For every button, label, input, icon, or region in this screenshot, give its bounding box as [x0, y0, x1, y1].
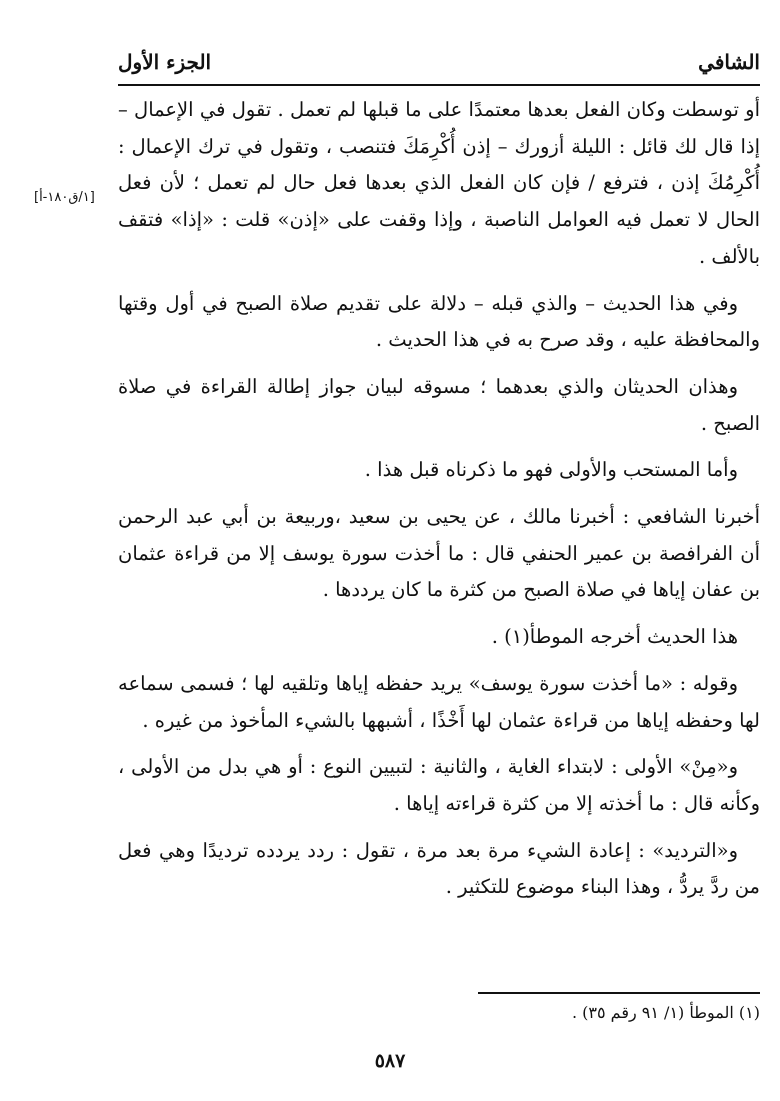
paragraph-6: هذا الحديث أخرجه الموطأ(١) .	[491, 625, 738, 649]
header-divider	[118, 84, 760, 86]
paragraph-1: أو توسطت وكان الفعل بعدها معتمدًا على ما قبلها لم تعمل . تقول في الإعمال – إذا قال لك قائل : الليلة أزورك – إذن أُكْرِمَكَ فتنصب ، وتقول في ترك الإعمال : أُكْرِمُكَ إذن ، فترفع / فإن كان الفعل الذي بعدها فعل حال لم تعمل ؛ لأن فعل الحال لا تعمل فيه العوامل الناصبة ، وإذا وقفت على «إذن» قلت : «إذا» فتقف بالألف .	[118, 98, 760, 268]
paragraph-3: وهذان الحديثان والذي بعدهما ؛ مسوقه لبيان جواز إطالة القراءة في صلاة الصبح .	[118, 374, 760, 435]
main-text	[118, 92, 760, 906]
page-number: ٥٨٧	[374, 1050, 406, 1072]
header-book-title: الشافي	[698, 50, 760, 74]
paragraph-4: وأما المستحب والأولى فهو ما ذكرناه قبل هذا .	[364, 458, 738, 482]
manuscript-folio-note: [١/ق١٨٠-أ]	[34, 190, 95, 205]
running-header	[118, 42, 760, 82]
header-volume-title: الجزء الأول	[118, 50, 212, 74]
paragraph-7: وقوله : «ما أخذت سورة يوسف» يريد حفظه إياها وتلقيه لها ؛ فسمى سماعه لها وحفظه إياها من قراءة عثمان لها أَخْذًا ، أشبهها بالشيء المأخوذ من غيره .	[118, 671, 760, 732]
paragraph-2: وفي هذا الحديث – والذي قبله – دلالة على تقديم صلاة الصبح في أول وقتها والمحافظة عليه ، وقد صرح به في هذا الحديث .	[118, 291, 760, 352]
paragraph-9: و«الترديد» : إعادة الشيء مرة بعد مرة ، تقول : ردد يردده ترديدًا وهي فعل من ردَّ يردُّ ، وهذا البناء موضوع للتكثير .	[118, 838, 760, 899]
paragraph-8: و«مِنْ» الأولى : لابتداء الغاية ، والثانية : لتبيين النوع : أو هي بدل من الأولى ، وكأنه قال : ما أخذته إلا من كثرة قراءته إياها .	[118, 755, 760, 815]
footnote: (١) الموطأ (١/ ٩١ رقم ٣٥) .	[571, 1003, 760, 1022]
paragraph-5: أخبرنا الشافعي : أخبرنا مالك ، عن يحيى بن سعيد ،وربيعة بن أبي عبد الرحمن أن الفرافصة بن عمير الحنفي قال : ما أخذت سورة يوسف إلا من قراءة عثمان بن عفان إياها في صلاة الصبح من كثرة ما كان يرددها .	[118, 505, 760, 602]
footnote-divider	[478, 992, 760, 994]
